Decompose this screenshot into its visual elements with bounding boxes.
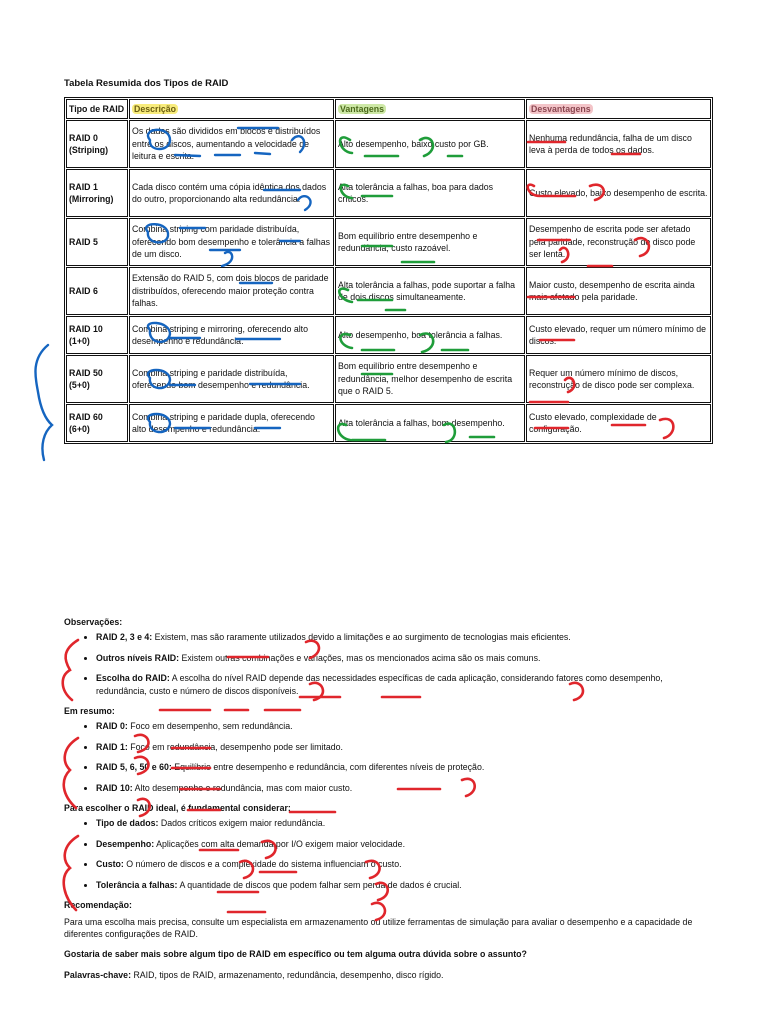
table-row <box>66 355 711 403</box>
raid-description: Combina striping e mirroring, oferecendo alto desempenho e redundância. <box>129 316 334 354</box>
considerar-list <box>64 817 714 891</box>
list-item: • Outros níveis RAID: Existem outras combinações e variações, mas os mencionados acima são os mais comuns. <box>96 652 714 664</box>
raid-name: RAID 60 (6+0) <box>66 404 128 442</box>
observacoes-section <box>64 616 714 697</box>
considerar-section <box>64 802 714 891</box>
document-title: Tabela Resumida dos Tipos de RAID <box>64 78 229 89</box>
raid-advantages: Alto desempenho, boa tolerância a falhas. <box>335 316 525 354</box>
resumo-heading: Em resumo: <box>64 706 115 717</box>
notes-section <box>64 616 714 989</box>
raid-name: RAID 10 (1+0) <box>66 316 128 354</box>
raid-description: Cada disco contém uma cópia idêntica dos dados do outro, proporcionando alta redundância. <box>129 169 334 217</box>
raid-name: RAID 0 (Striping) <box>66 120 128 168</box>
raid-description: Combina striping com paridade distribuída, oferecendo bom desempenho e tolerância a falhas de um disco. <box>129 218 334 266</box>
list-item: • Custo: O número de discos e a complexidade do sistema influenciam o custo. <box>96 858 714 870</box>
list-item: • RAID 10: Alto desempenho e redundância, mas com maior custo. <box>96 782 714 794</box>
raid-description: Combina striping e paridade dupla, oferecendo alto desempenho e redundância. <box>129 404 334 442</box>
raid-description: Combina striping e paridade distribuída, oferecendo bom desempenho e redundância. <box>129 355 334 403</box>
list-item: • RAID 5, 6, 50 e 60: Equilíbrio entre desempenho e redundância, com diferentes níveis de proteção. <box>96 761 714 773</box>
raid-disadvantages: Custo elevado, requer um número mínimo de discos. <box>526 316 711 354</box>
resumo-section <box>64 705 714 794</box>
table-header-row <box>66 99 711 119</box>
list-item: • Tolerância a falhas: A quantidade de discos que podem falhar sem perda de dados é crucial. <box>96 879 714 891</box>
raid-disadvantages: Custo elevado, baixo desempenho de escrita. <box>526 169 711 217</box>
header-tipo: Tipo de RAID <box>66 99 128 119</box>
header-desvantagens: Desvantagens <box>526 99 711 119</box>
raid-summary-table <box>64 97 713 444</box>
raid-disadvantages: Maior custo, desempenho de escrita ainda mais afetado pela paridade. <box>526 267 711 315</box>
blue-brace-mark <box>35 345 52 460</box>
raid-advantages: Alta tolerância a falhas, pode suportar a falha de dois discos simultaneamente. <box>335 267 525 315</box>
raid-name: RAID 5 <box>66 218 128 266</box>
keywords: Palavras-chave: RAID, tipos de RAID, armazenamento, redundância, desempenho, disco rígido. <box>64 969 444 980</box>
raid-advantages: Bom equilíbrio entre desempenho e redundância, melhor desempenho de escrita que o RAID 5. <box>335 355 525 403</box>
list-item: • Tipo de dados: Dados críticos exigem maior redundância. <box>96 817 714 829</box>
considerar-heading: Para escolher o RAID ideal, é fundamental considerar: <box>64 803 291 814</box>
recomendacao-section <box>64 899 714 940</box>
list-item: • Desempenho: Aplicações com alta demanda por I/O exigem maior velocidade. <box>96 838 714 850</box>
table-row <box>66 316 711 354</box>
raid-name: RAID 1 (Mirroring) <box>66 169 128 217</box>
raid-name: RAID 50 (5+0) <box>66 355 128 403</box>
list-item: • RAID 1: Foco em redundância, desempenho pode ser limitado. <box>96 741 714 753</box>
raid-name: RAID 6 <box>66 267 128 315</box>
raid-disadvantages: Desempenho de escrita pode ser afetado pela paridade, reconstrução de disco pode ser lenta. <box>526 218 711 266</box>
resumo-list <box>64 720 714 794</box>
raid-disadvantages: Requer um número mínimo de discos, reconstrução de disco pode ser complexa. <box>526 355 711 403</box>
raid-advantages: Alto desempenho, baixo custo por GB. <box>335 120 525 168</box>
raid-disadvantages: Custo elevado, complexidade de configuração. <box>526 404 711 442</box>
recomendacao-text: Para uma escolha mais precisa, consulte um especialista em armazenamento ou utilize ferramentas de simulação para avaliar o desempenho e a capacidade de diferentes configurações de RAID. <box>64 916 693 939</box>
follow-up-question: Gostaria de saber mais sobre algum tipo de RAID em específico ou tem alguma outra dúvida sobre o assunto? <box>64 949 527 960</box>
raid-advantages: Bom equilíbrio entre desempenho e redundância, custo razoável. <box>335 218 525 266</box>
list-item: • RAID 0: Foco em desempenho, sem redundância. <box>96 720 714 732</box>
header-vantagens: Vantagens <box>335 99 525 119</box>
observacoes-list <box>64 631 714 697</box>
table-row <box>66 169 711 217</box>
list-item: • RAID 2, 3 e 4: Existem, mas são raramente utilizados devido a limitações e ao surgimento de tecnologias mais eficientes. <box>96 631 714 643</box>
table-row <box>66 267 711 315</box>
table-row <box>66 218 711 266</box>
raid-advantages: Alta tolerância a falhas, boa para dados críticos. <box>335 169 525 217</box>
raid-disadvantages: Nenhuma redundância, falha de um disco leva à perda de todos os dados. <box>526 120 711 168</box>
list-item: • Escolha do RAID: A escolha do nível RAID depende das necessidades específicas de cada aplicação, considerando fatores como desempenho, redundância, custo e número de discos disponíveis. <box>96 672 714 697</box>
table-row <box>66 120 711 168</box>
header-descricao: Descrição <box>129 99 334 119</box>
raid-description: Os dados são divididos em blocos e distribuídos entre os discos, aumentando a velocidade de leitura e escrita. <box>129 120 334 168</box>
raid-description: Extensão do RAID 5, com dois blocos de paridade distribuídos, oferecendo maior proteção contra falhas. <box>129 267 334 315</box>
raid-advantages: Alta tolerância a falhas, bom desempenho. <box>335 404 525 442</box>
observacoes-heading: Observações: <box>64 617 123 627</box>
table-row <box>66 404 711 442</box>
recomendacao-heading: Recomendação: <box>64 900 132 911</box>
